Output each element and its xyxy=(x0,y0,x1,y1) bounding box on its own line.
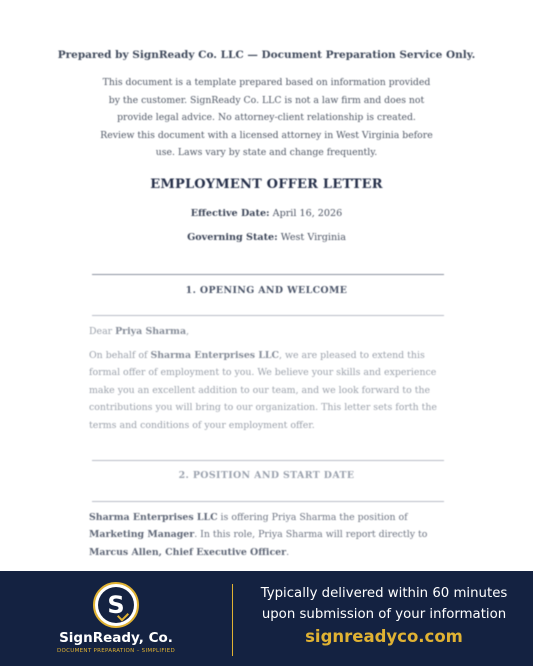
banner-divider xyxy=(232,584,233,656)
logo-letter: S xyxy=(107,591,125,619)
governing-state-value: West Virginia xyxy=(280,232,346,243)
effective-date-value: April 16, 2026 xyxy=(272,208,343,219)
para1-company: Sharma Enterprises LLC xyxy=(150,350,279,361)
section-heading-position: 2. POSITION AND START DATE xyxy=(178,470,355,481)
para1-rest: , we are pleased to extend this formal offer of employment to you. We believe your skills and experience make you an excellent addition to our team, and we look forward to the contributions you will bring to our organization. This letter sets forth the terms and conditions of your employment offer. xyxy=(89,350,437,431)
section-heading-opening: 1. OPENING AND WELCOME xyxy=(185,285,348,296)
legal-disclaimer: This document is a template prepared based on information provided by the customer. SignReady Co. LLC is not a law firm and does not provide legal advice. No attorney-client relationship is created. Review this document with a licensed attorney in West Virginia before use. Laws vary by state and change frequently. xyxy=(100,77,433,158)
divider-rule xyxy=(92,501,444,502)
para2-end: . xyxy=(286,546,290,558)
salutation-name: Priya Sharma xyxy=(115,326,187,337)
prepared-by-notice: Prepared by SignReady Co. LLC — Document Preparation Service Only. xyxy=(57,49,476,61)
delivery-line-1: Typically delivered within 60 minutes xyxy=(260,586,508,601)
para1-prefix: On behalf of xyxy=(89,350,148,361)
governing-state xyxy=(40,232,493,243)
document-title: EMPLOYMENT OFFER LETTER xyxy=(150,177,383,192)
salutation xyxy=(89,323,446,340)
divider-rule xyxy=(92,460,444,461)
website-link[interactable]: signreadyco.com xyxy=(305,627,463,646)
position-paragraph xyxy=(89,509,446,561)
salutation-suffix: , xyxy=(186,326,190,337)
para2-mid2: . In this role, Priya Sharma will report directly to xyxy=(194,529,428,541)
salutation-prefix: Dear xyxy=(89,326,113,337)
governing-state-label: Governing State: xyxy=(187,232,278,243)
delivery-line-2: upon submission of your information xyxy=(261,607,507,622)
para2-company: Sharma Enterprises LLC xyxy=(89,512,218,523)
divider-rule xyxy=(92,274,444,275)
brand-tagline: DOCUMENT PREPARATION – SIMPLIFIED xyxy=(56,648,176,654)
effective-date-label: Effective Date: xyxy=(190,208,270,219)
divider-rule xyxy=(92,315,444,316)
brand-name: SignReady, Co. xyxy=(59,630,173,646)
delivery-notice xyxy=(244,583,524,625)
signready-logo xyxy=(93,582,139,628)
para2-manager: Marcus Allen, Chief Executive Officer xyxy=(89,546,287,558)
para2-mid1: is offering Priya Sharma the position of xyxy=(217,512,408,523)
effective-date xyxy=(40,208,493,219)
para2-position: Marketing Manager xyxy=(89,529,195,541)
opening-paragraph xyxy=(89,347,446,434)
